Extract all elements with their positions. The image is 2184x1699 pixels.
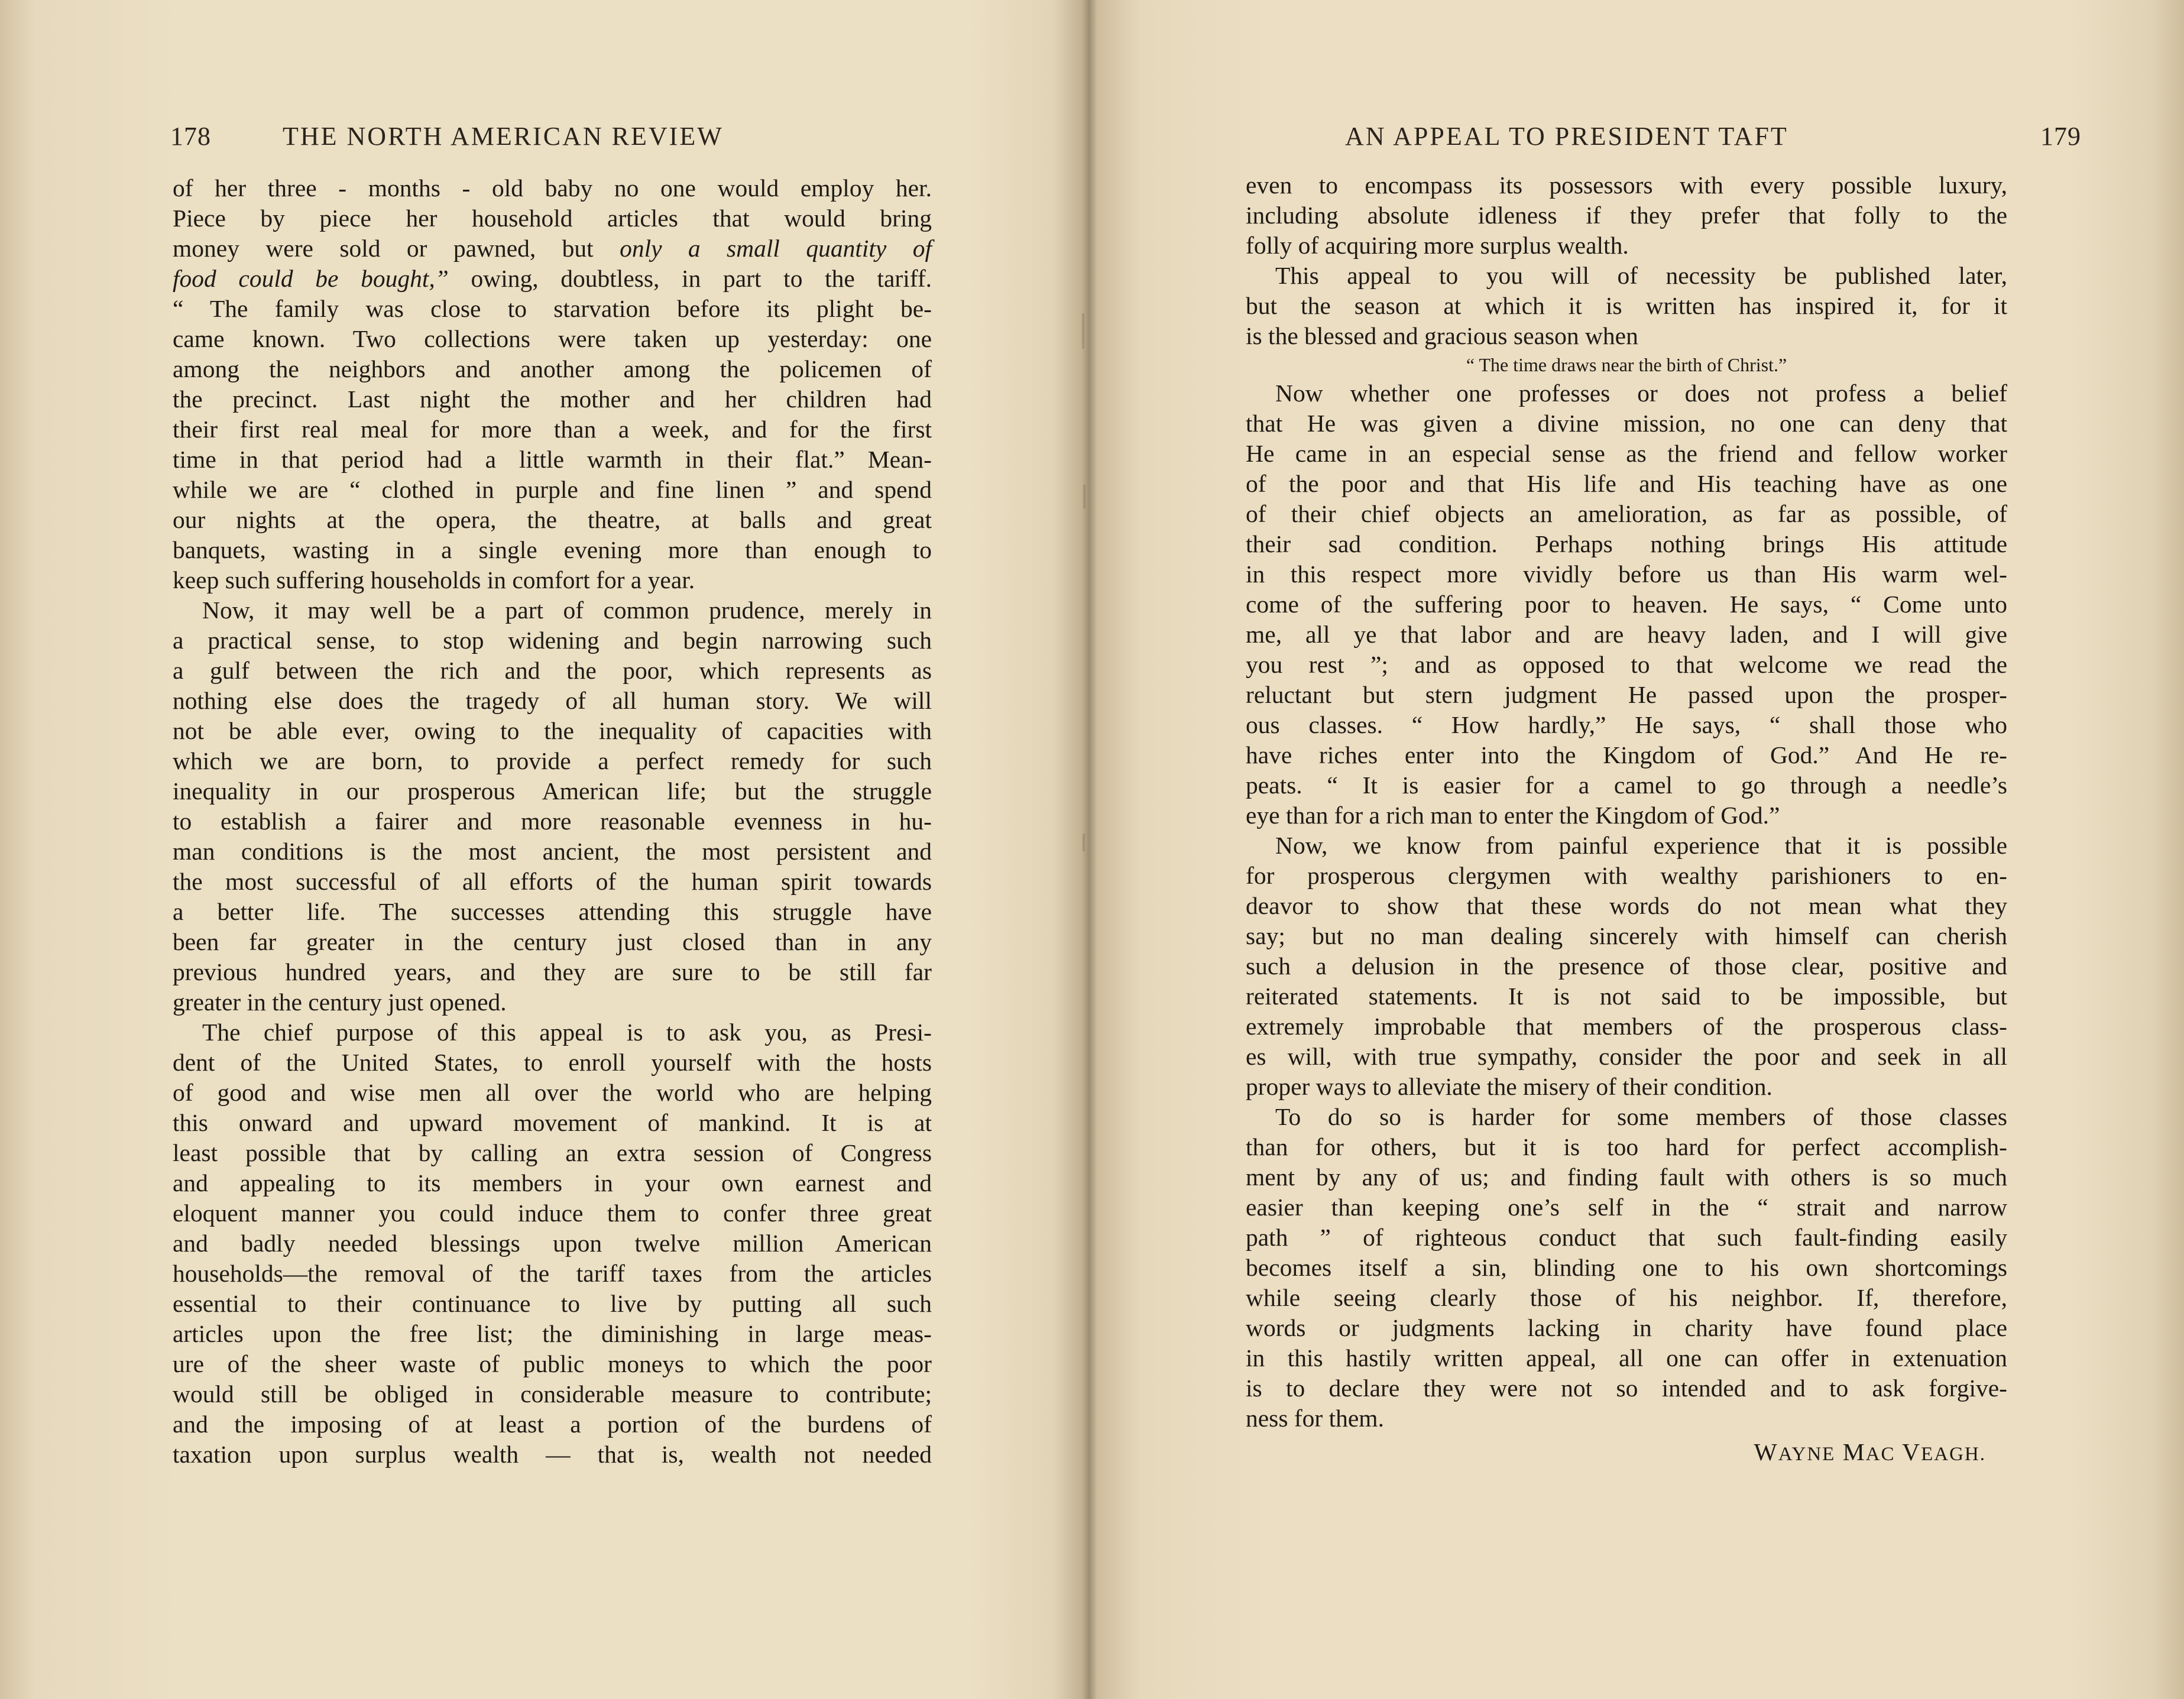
text-line: and appealing to its members in your own earnest and xyxy=(173,1169,932,1197)
text-line: in this hastily written appeal, all one can offer in extenuation xyxy=(1246,1344,2007,1371)
left-page-number: 178 xyxy=(170,122,211,151)
text-line: households—the removal of the tariff taxes from the articles xyxy=(173,1260,932,1287)
text-line: keep such suffering households in comfort for a year. xyxy=(173,566,695,594)
text-line: such a delusion in the presence of those clear, positive and xyxy=(1246,952,2007,980)
text-line: greater in the century just opened. xyxy=(173,988,507,1016)
text-line: than for others, but it is too hard for perfect accomplish- xyxy=(1246,1133,2007,1160)
text-line: which we are born, to provide a perfect remedy for such xyxy=(173,747,932,774)
italic-segment: food could be bought,” xyxy=(173,265,449,292)
text-line: including absolute idleness if they prefer that folly to the xyxy=(1246,202,2007,229)
right-page-number: 179 xyxy=(2040,122,2081,151)
text-line: a practical sense, to stop widening and begin narrowing such xyxy=(173,627,932,654)
text-line: reluctant but stern judgment He passed upon the prosper- xyxy=(1246,681,2007,708)
italic-segment: only a small quantity of xyxy=(620,235,932,262)
text-line: while we are “ clothed in purple and fine linen ” and spend xyxy=(173,476,932,503)
text-line: least possible that by calling an extra session of Congress xyxy=(173,1139,932,1166)
text-line: would still be obliged in considerable measure to contribute; xyxy=(173,1380,932,1408)
left-running-title: THE NORTH AMERICAN REVIEW xyxy=(283,122,724,151)
text-line: extremely improbable that members of the prosperous class- xyxy=(1246,1013,2007,1040)
text-line: of good and wise men all over the world who are helping xyxy=(173,1079,932,1106)
text-line xyxy=(173,234,932,264)
signature-small-caps: AC xyxy=(1865,1444,1895,1465)
text-line: while seeing clearly those of his neighbor. If, therefore, xyxy=(1246,1284,2007,1311)
text-line: To do so is harder for some members of those classes xyxy=(1275,1103,2007,1130)
left-page xyxy=(0,0,1085,1699)
text-line: deavor to show that these words do not mean what they xyxy=(1246,892,2007,919)
text-line: the most successful of all efforts of the human spirit towards xyxy=(173,868,932,895)
text-line: reiterated statements. It is not said to be impossible, but xyxy=(1246,983,2007,1010)
text-line: es will, with true sympathy, consider the poor and seek in all xyxy=(1246,1043,2007,1070)
text-line: but the season at which it is written has inspired it, for it xyxy=(1246,292,2007,319)
text-line: come of the suffering poor to heaven. He says, “ Come unto xyxy=(1246,591,2007,618)
text-line: not be able ever, owing to the inequality of capacities with xyxy=(173,717,932,744)
text-line: easier than keeping one’s self in the “ strait and narrow xyxy=(1246,1194,2007,1221)
text-line: say; but no man dealing sincerely with himself can cherish xyxy=(1246,922,2007,949)
text-line: ness for them. xyxy=(1246,1405,1384,1432)
right-running-title: AN APPEAL TO PRESIDENT TAFT xyxy=(1345,122,1788,151)
text-line: ment by any of us; and finding fault with others is so much xyxy=(1246,1163,2007,1191)
text-line: proper ways to alleviate the misery of their condition. xyxy=(1246,1073,1773,1100)
text-line: peats. “ It is easier for a camel to go through a needle’s xyxy=(1246,771,2007,799)
signature-initial: W xyxy=(1754,1438,1778,1465)
text-line: is to declare they were not so intended and to ask forgive- xyxy=(1246,1374,2007,1402)
signature-initial: M xyxy=(1842,1438,1866,1465)
text-line: essential to their continuance to live by putting all such xyxy=(173,1290,932,1317)
left-body-text xyxy=(173,173,932,1470)
text-line: been far greater in the century just closed than in any xyxy=(173,928,932,955)
text-line: previous hundred years, and they are sure to be still far xyxy=(173,958,932,985)
signature-small-caps: AYNE xyxy=(1778,1444,1836,1465)
text-line: me, all ye that labor and are heavy laden, and I will give xyxy=(1246,621,2007,648)
gutter-mark xyxy=(1083,485,1085,508)
text-line: in this respect more vividly before us than His warm wel- xyxy=(1246,560,2007,588)
text-line: and the imposing of at least a portion of the burdens of xyxy=(173,1411,932,1438)
text-line: folly of acquiring more surplus wealth. xyxy=(1246,232,1629,259)
gutter-mark xyxy=(1082,313,1084,349)
text-line: eloquent manner you could induce them to confer three great xyxy=(173,1199,932,1227)
text-line: Now whether one professes or does not profess a belief xyxy=(1275,380,2007,407)
text-line: “ The family was close to starvation before its plight be- xyxy=(173,295,932,322)
text-line: among the neighbors and another among the policemen of xyxy=(173,355,932,382)
text-line: a better life. The successes attending this struggle have xyxy=(173,898,932,925)
text-line: words or judgments lacking in charity have found place xyxy=(1246,1314,2007,1341)
text-line: you rest ”; and as opposed to that welcome we read the xyxy=(1246,651,2007,678)
text-line: that He was given a divine mission, no one can deny that xyxy=(1246,410,2007,437)
text-line: of their chief objects an amelioration, as far as possible, of xyxy=(1246,500,2007,527)
text-line: their first real meal for more than a week, and for the first xyxy=(173,416,932,443)
text-line: This appeal to you will of necessity be published later, xyxy=(1275,262,2007,289)
signature-small-caps: EAGH. xyxy=(1921,1444,1986,1465)
text-line: their sad condition. Perhaps nothing brings His attitude xyxy=(1246,530,2007,557)
text-line: taxation upon surplus wealth — that is, wealth not needed xyxy=(173,1441,932,1468)
text-line xyxy=(173,264,932,294)
right-body-text xyxy=(1246,170,2007,1467)
text-line: of her three - months - old baby no one would employ her. xyxy=(173,174,932,202)
text-line: a gulf between the rich and the poor, which represents as xyxy=(173,657,932,684)
text-line: came known. Two collections were taken up yesterday: one xyxy=(173,325,932,352)
text-line: He came in an especial sense as the friend and fellow worker xyxy=(1246,440,2007,467)
text-line: eye than for a rich man to enter the Kingdom of God.” xyxy=(1246,802,1780,829)
text-line: articles upon the free list; the diminishing in large meas- xyxy=(173,1320,932,1347)
text-line: this onward and upward movement of mankind. It is at xyxy=(173,1109,932,1136)
text-line: man conditions is the most ancient, the most persistent and xyxy=(173,838,932,865)
text-line: the precinct. Last night the mother and her children had xyxy=(173,385,932,413)
signature-initial: V xyxy=(1902,1438,1921,1465)
gutter-mark xyxy=(1083,834,1085,851)
text-line: even to encompass its possessors with every possible luxury, xyxy=(1246,171,2007,199)
text-line: inequality in our prosperous American life; but the struggle xyxy=(173,777,932,805)
text-line: Piece by piece her household articles that would bring xyxy=(173,205,932,232)
text-line: dent of the United States, to enroll yourself with the hosts xyxy=(173,1049,932,1076)
text-line: for prosperous clergymen with wealthy parishioners to en- xyxy=(1246,862,2007,889)
author-signature xyxy=(1246,1437,2007,1467)
text-line: becomes itself a sin, blinding one to his own shortcomings xyxy=(1246,1254,2007,1281)
text-line: of the poor and that His life and His teaching have as one xyxy=(1246,470,2007,497)
text-line: ous classes. “ How hardly,” He says, “ shall those who xyxy=(1246,711,2007,738)
text-segment: money were sold or pawned, but xyxy=(173,235,594,262)
text-line: have riches enter into the Kingdom of God.” And He re- xyxy=(1246,741,2007,769)
text-line: The chief purpose of this appeal is to ask you, as Presi- xyxy=(202,1019,932,1046)
right-page xyxy=(1091,0,2184,1699)
text-line: to establish a fairer and more reasonable evenness in hu- xyxy=(173,808,932,835)
text-line: time in that period had a little warmth in their flat.” Mean- xyxy=(173,446,932,473)
text-line: ure of the sheer waste of public moneys to which the poor xyxy=(173,1350,932,1377)
left-running-head xyxy=(170,121,933,157)
text-line: Now, it may well be a part of common prudence, merely in xyxy=(202,596,932,624)
text-line: nothing else does the tragedy of all human story. We will xyxy=(173,687,932,714)
text-line: our nights at the opera, the theatre, at balls and great xyxy=(173,506,932,533)
text-line: and badly needed blessings upon twelve million American xyxy=(173,1230,932,1257)
right-running-head xyxy=(1345,121,2081,157)
text-line: banquets, wasting in a single evening more than enough to xyxy=(173,536,932,563)
text-line: Now, we know from painful experience that it is possible xyxy=(1275,832,2007,859)
text-line: path ” of righteous conduct that such fault-finding easily xyxy=(1246,1224,2007,1251)
text-line: is the blessed and gracious season when xyxy=(1246,322,1638,349)
quotation-line: “ The time draws near the birth of Christ.” xyxy=(1466,354,1787,375)
text-segment: owing, doubtless, in part to the tariff. xyxy=(471,265,932,292)
